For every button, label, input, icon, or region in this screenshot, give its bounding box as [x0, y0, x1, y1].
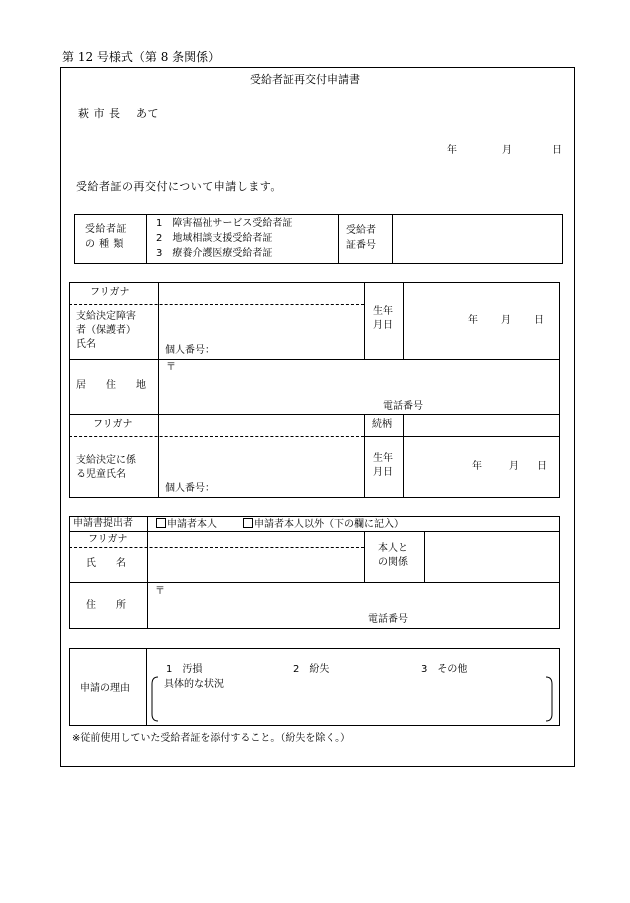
- submitter-furigana-label: フリガナ: [88, 534, 128, 545]
- form-title: 受給者証再交付申請書: [250, 73, 360, 86]
- addressee: 萩 市 長 あて: [78, 107, 159, 120]
- cert-type-label: 受給者証: [85, 224, 127, 235]
- address-label: 居 住 地: [76, 380, 146, 391]
- form-number: 第 12 号様式（第 8 条関係）: [62, 50, 221, 64]
- phone-label: 電話番号: [383, 401, 423, 412]
- applicant-birth-day[interactable]: 日: [534, 315, 544, 326]
- reason-option-1[interactable]: 1 汚損: [166, 664, 203, 675]
- submitter-relation-field[interactable]: [425, 532, 559, 582]
- application-statement: 受給者証の再交付について申請します。: [76, 180, 282, 193]
- submitter-address-label: 住 所: [86, 600, 126, 611]
- address-field[interactable]: [159, 360, 559, 400]
- applicant-name-label: 支給決定障害: [76, 311, 136, 322]
- cert-number-label-2: 証番号: [346, 240, 376, 251]
- child-birth-label-2: 月日: [373, 467, 393, 478]
- applicant-birth-label: 生年: [373, 306, 393, 317]
- reason-label: 申請の理由: [80, 683, 130, 694]
- applicant-birth-month[interactable]: 月: [501, 315, 511, 326]
- child-birth-label: 生年: [373, 453, 393, 464]
- relation-field[interactable]: [404, 415, 559, 436]
- applicant-name-label-3: 氏名: [76, 339, 96, 350]
- checkbox-other[interactable]: [243, 518, 253, 528]
- reason-detail-field[interactable]: [158, 694, 548, 720]
- applicant-furigana-label: フリガナ: [90, 287, 130, 298]
- submitter-option-other[interactable]: 申請者本人以外（下の欄に記入）: [243, 518, 404, 531]
- submitter-relation-label-2: の関係: [378, 557, 408, 568]
- child-name-label: 支給決定に係: [76, 455, 136, 466]
- date-year-label: 年: [447, 145, 457, 156]
- child-birth-year[interactable]: 年: [472, 461, 482, 472]
- applicant-name-field[interactable]: [159, 305, 364, 343]
- cert-option-2[interactable]: 2 地域相談支援受給者証: [156, 233, 273, 244]
- submitter-option-self[interactable]: 申請者本人: [156, 518, 217, 531]
- submitter-name-label: 氏 名: [86, 558, 126, 569]
- submitter-address-field[interactable]: [148, 583, 559, 613]
- date-month-label: 月: [502, 145, 512, 156]
- child-name-field[interactable]: [159, 437, 364, 479]
- date-day-label: 日: [552, 145, 562, 156]
- child-id-number-label[interactable]: 個人番号：: [165, 483, 215, 494]
- postal-mark: 〒: [166, 362, 176, 373]
- checkbox-self[interactable]: [156, 518, 166, 528]
- cert-type-label-2: の 種 類: [85, 239, 124, 250]
- reason-option-3[interactable]: 3 その他: [421, 664, 468, 675]
- relation-label: 続柄: [372, 419, 392, 430]
- cert-number-field[interactable]: [393, 215, 562, 263]
- submitter-label: 申請書提出者: [73, 518, 133, 529]
- child-furigana-label: フリガナ: [93, 419, 133, 430]
- reason-option-2[interactable]: 2 紛失: [293, 664, 330, 675]
- child-name-label-2: る児童氏名: [76, 469, 126, 480]
- applicant-id-number-label[interactable]: 個人番号：: [165, 345, 215, 356]
- applicant-furigana-field[interactable]: [159, 283, 364, 304]
- applicant-birth-label-2: 月日: [373, 320, 393, 331]
- child-furigana-field[interactable]: [159, 415, 364, 436]
- child-birth-month[interactable]: 月: [509, 461, 519, 472]
- cert-option-3[interactable]: 3 療養介護医療受給者証: [156, 248, 273, 259]
- footnote: ※従前使用していた受給者証を添付すること。（紛失を除く。）: [72, 733, 351, 744]
- cert-number-label: 受給者: [346, 225, 376, 236]
- child-birth-day[interactable]: 日: [537, 461, 547, 472]
- applicant-birth-year[interactable]: 年: [468, 315, 478, 326]
- cert-option-1[interactable]: 1 障害福祉サービス受給者証: [156, 218, 293, 229]
- reason-detail-label: 具体的な状況: [164, 679, 224, 690]
- applicant-name-label-2: 者（保護者）: [76, 325, 136, 336]
- submitter-relation-label: 本人と: [378, 543, 408, 554]
- submitter-phone-label: 電話番号: [368, 614, 408, 625]
- submitter-name-field[interactable]: [148, 548, 364, 582]
- submitter-furigana-field[interactable]: [148, 532, 364, 547]
- submitter-postal-mark: 〒: [155, 586, 165, 597]
